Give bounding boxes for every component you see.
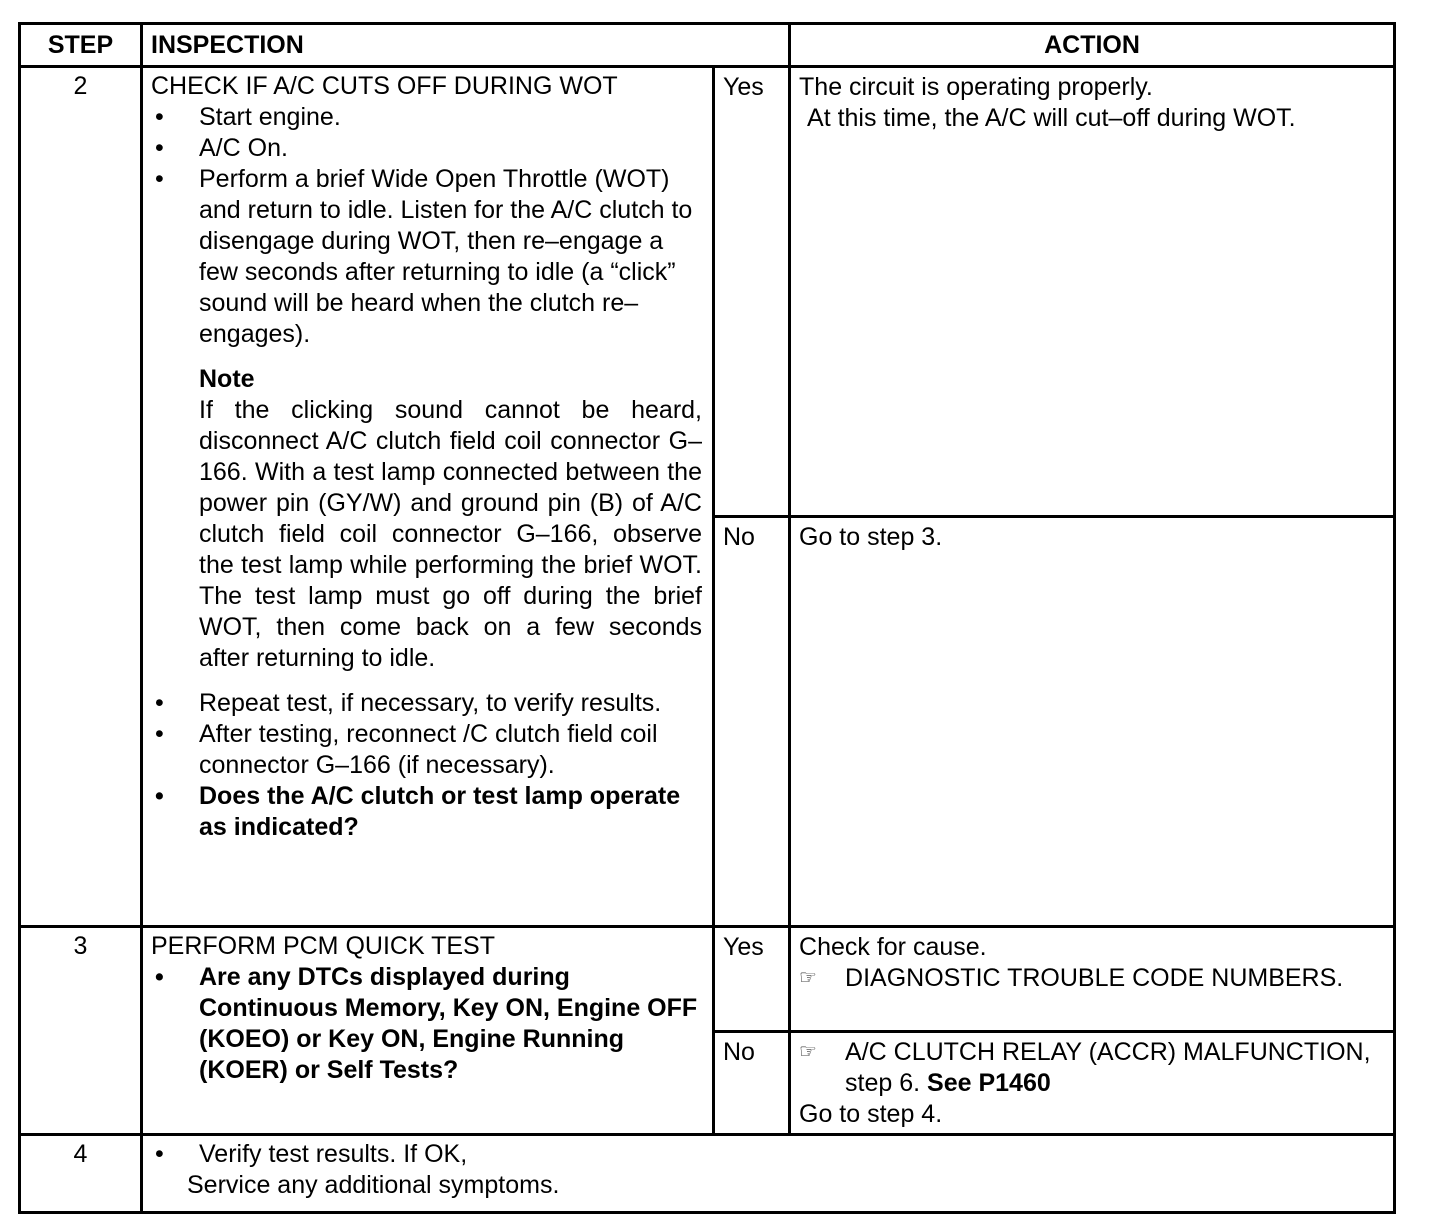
bullet-dot-icon: • (155, 165, 164, 193)
step2-no-action: Go to step 3. (790, 517, 1395, 927)
header-inspection: INSPECTION (142, 24, 790, 67)
bullet-dot-icon: • (155, 720, 164, 748)
step3-inspection (142, 927, 714, 1135)
step4-inspection (142, 1135, 1395, 1213)
bullet-dot-icon: • (155, 782, 164, 810)
step4-line2: Service any additional symptoms. (187, 1171, 560, 1199)
step3-question: Are any DTCs displayed during Continuous Memory, Key ON, Engine OFF (KOEO) or Key ON, Engine Running (KOER) or Self Tests? (199, 963, 698, 1084)
step3-no-reference: ☞ A/C CLUTCH RELAY (ACCR) MALFUNCTION, step 6. See P1460 (799, 1038, 1371, 1097)
step3-no-label: No (714, 1032, 790, 1135)
list-item: • Perform a brief Wide Open Throttle (WOT) and return to idle. Listen for the A/C clutch to disengage during WOT, then re–engage a few seconds after returning to idle (a “click” sound will be heard when the clutch re–engages). (155, 165, 693, 348)
step2-number: 2 (20, 67, 142, 927)
bullet-dot-icon: • (155, 103, 164, 131)
step2-yes-action: The circuit is operating properly. At this time, the A/C will cut–off during WOT. (790, 67, 1395, 517)
bullet-dot-icon: • (155, 134, 164, 162)
list-item: • After testing, reconnect /C clutch field coil connector G–166 (if necessary). (155, 720, 658, 779)
step3-title: PERFORM PCM QUICK TEST (151, 932, 496, 960)
note-body: If the clicking sound cannot be heard, disconnect A/C clutch field coil connector G–166. With a test lamp connected between the power pin (GY/W) and ground pin (B) of A/C clutch field coil connector G–166, observe the test lamp while performing the brief WOT. The test lamp must go off during the brief WOT, then come back on a few seconds after returning to idle. (199, 396, 702, 672)
list-item: • Verify test results. If OK, (155, 1140, 468, 1168)
step4-number: 4 (20, 1135, 142, 1213)
step2-bullet-list-after (151, 688, 702, 843)
step2-question: Does the A/C clutch or test lamp operate as indicated? (199, 782, 681, 841)
step3-yes-action: Check for cause. ☞ DIAGNOSTIC TROUBLE CODE NUMBERS. (790, 927, 1395, 1032)
header-action: ACTION (790, 24, 1395, 67)
step2-yes-row (20, 67, 1395, 517)
step2-no-label: No (714, 517, 790, 927)
step3-number: 3 (20, 927, 142, 1135)
step3-no-action: ☞ A/C CLUTCH RELAY (ACCR) MALFUNCTION, step 6. See P1460 Go to step 4. (790, 1032, 1395, 1135)
list-item: • A/C On. (155, 134, 288, 162)
step2-bullet-list (151, 102, 702, 350)
step4-row (20, 1135, 1395, 1213)
step2-inspection (142, 67, 714, 927)
step3-bullet-list (151, 962, 702, 1086)
step2-yes-label: Yes (714, 67, 790, 517)
header-row (20, 24, 1395, 67)
pointing-hand-icon: ☞ (799, 967, 817, 989)
list-item (151, 962, 702, 1086)
bullet-dot-icon: • (155, 689, 164, 717)
diagnostic-table (18, 22, 1396, 1214)
list-item: • Repeat test, if necessary, to verify results. (155, 689, 662, 717)
bullet-dot-icon: • (155, 963, 164, 991)
list-item: • Start engine. (155, 103, 341, 131)
step3-yes-label: Yes (714, 927, 790, 1032)
pointing-hand-icon: ☞ (799, 1041, 817, 1063)
note-title: Note (199, 365, 255, 393)
step4-bullet-list (151, 1139, 1383, 1170)
header-step: STEP (20, 24, 142, 67)
step2-note (151, 364, 702, 674)
step3-yes-row (20, 927, 1395, 1032)
step2-title: CHECK IF A/C CUTS OFF DURING WOT (151, 72, 618, 100)
list-item (151, 781, 702, 843)
step3-yes-reference: ☞ DIAGNOSTIC TROUBLE CODE NUMBERS. (799, 964, 1344, 992)
bullet-dot-icon: • (155, 1140, 164, 1168)
